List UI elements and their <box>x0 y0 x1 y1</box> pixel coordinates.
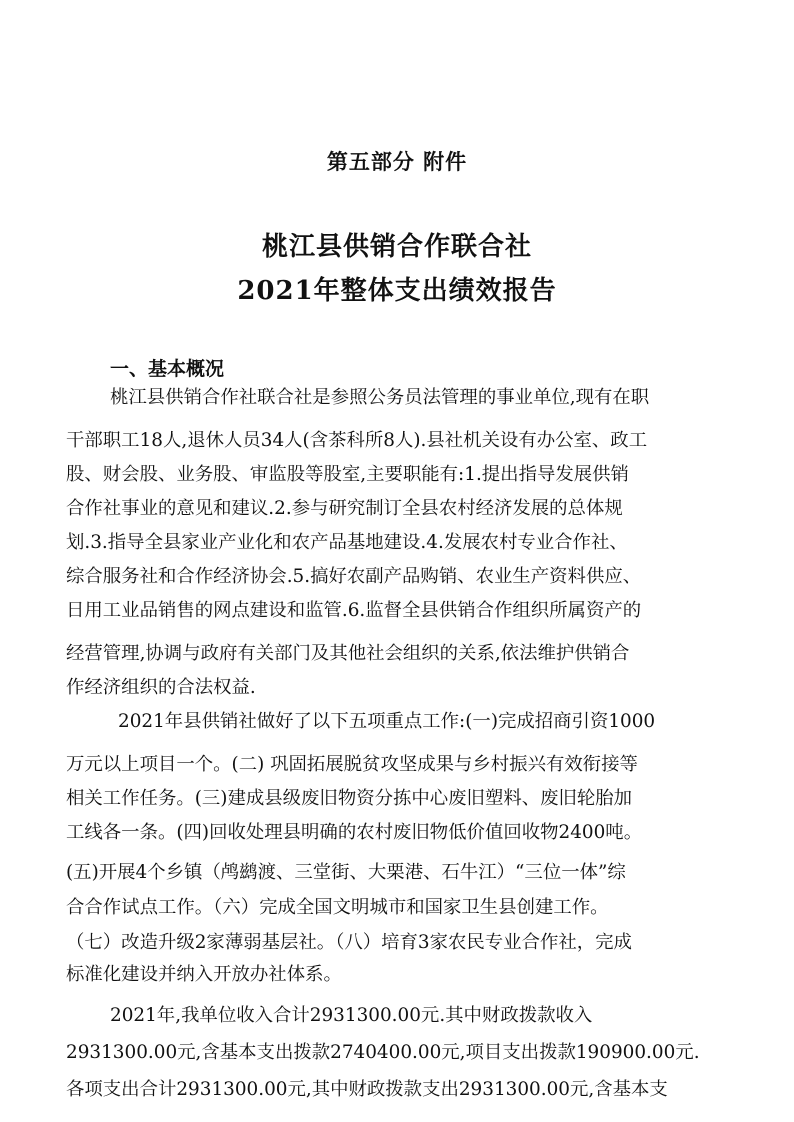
paragraph-2-line: 工线各一条。(四)回收处理县明确的农村废旧物低价值回收物2400吨。 <box>66 822 643 843</box>
paragraph-2-line: 2021年县供销社做好了以下五项重点工作:(一)完成招商引资1000 <box>118 711 656 732</box>
paragraph-1-line: 日用工业品销售的网点建设和监管.6.监督全县供销合作组织所属资产的 <box>66 600 642 621</box>
paragraph-2-line: （七）改造升级2家薄弱基层社。（八）培育3家农民专业合作社，完成 <box>66 932 632 953</box>
paragraph-3-line: 各项支出合计2931300.00元,其中财政拨款支出2931300.00元,含基本支 <box>66 1079 668 1100</box>
paragraph-3-line: 2021年,我单位收入合计2931300.00元.其中财政拨款收入 <box>110 1005 593 1026</box>
section-heading-basic-overview: 一、基本概况 <box>110 358 225 380</box>
paragraph-1-line: 综合服务社和合作经济协会.5.搞好农副产品购销、农业生产资料供应、 <box>66 566 642 587</box>
paragraph-2-line: 相关工作任务。(三)建成县级废旧物资分拣中心废旧塑料、废旧轮胎加 <box>66 788 633 809</box>
paragraph-1-line: 合作社事业的意见和建议.2.参与研究制订全县农村经济发展的总体规 <box>66 498 623 519</box>
paragraph-1-line: 划.3.指导全县家业产业化和农产品基地建设.4.发展农村专业合作社、 <box>66 532 628 553</box>
paragraph-3-line: 2931300.00元,含基本支出拨款2740400.00元,项目支出拨款190900.00元. <box>66 1042 700 1063</box>
paragraph-1-line: 作经济组织的合法权益. <box>66 677 256 698</box>
paragraph-2-line: 万元以上项目一个。(二) 巩固拓展脱贫攻坚成果与乡村振兴有效衔接等 <box>66 754 638 775</box>
paragraph-1-line: 经营管理,协调与政府有关部门及其他社会组织的关系,依法维护供销合 <box>66 643 630 664</box>
paragraph-2-line: (五)开展4个乡镇（鸬鹚渡、三堂街、大栗港、石牛江）“三位一体”综 <box>66 862 626 883</box>
paragraph-2-line: 合合作试点工作。（六）完成全国文明城市和国家卫生县创建工作。 <box>66 897 609 918</box>
report-title-line-1: 桃江县供销合作联合社 <box>261 232 532 262</box>
part-title: 第五部分 附件 <box>326 150 468 174</box>
paragraph-1-line: 干部职工18人,退休人员34人(含茶科所8人).县社机关设有办公室、政工 <box>66 430 648 451</box>
paragraph-2-line: 标准化建设并纳入开放办社体系。 <box>66 964 342 985</box>
report-title-line-2: 2021年整体支出绩效报告 <box>237 276 557 306</box>
paragraph-1-line: 桃江县供销合作社联合社是参照公务员法管理的事业单位,现有在职 <box>110 387 650 408</box>
paragraph-1-line: 股、财会股、业务股、审监股等股室,主要职能有:1.提出指导发展供销 <box>66 464 629 485</box>
